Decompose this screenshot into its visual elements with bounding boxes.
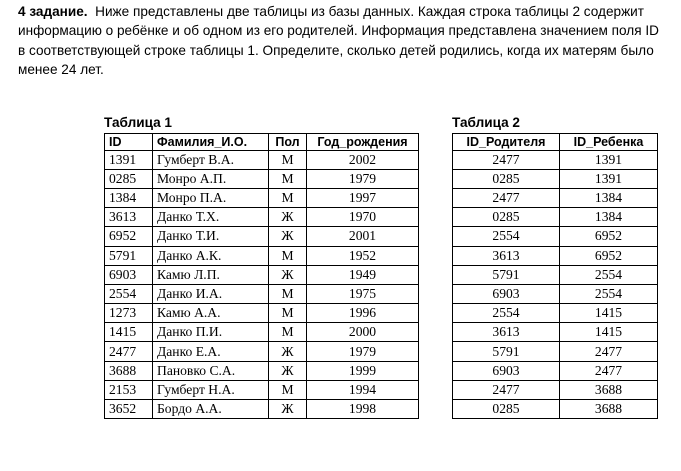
table-cell: 1952 — [307, 246, 419, 265]
table-row — [105, 265, 419, 284]
table-cell: 1391 — [105, 150, 153, 169]
table-row — [453, 284, 658, 303]
table1-header-cell: ID — [105, 134, 153, 151]
table-cell: М — [269, 246, 307, 265]
table-cell: Ж — [269, 227, 307, 246]
table-cell: 2477 — [105, 342, 153, 361]
task-body: Ниже представлены две таблицы из базы данных. Каждая строка таблицы 2 содержит информацию о ребёнке и об одном из его родителей. Информация представлена значением поля ID в соответствующей строке таблицы 1. Определите, сколько детей родились, когда их матерям было менее 24 лет. — [18, 4, 659, 78]
table-row — [105, 361, 419, 380]
table-row — [453, 361, 658, 380]
table-cell: 3613 — [105, 208, 153, 227]
table-row — [105, 342, 419, 361]
table-row — [105, 284, 419, 303]
table-cell: М — [269, 380, 307, 399]
table-row — [453, 342, 658, 361]
table-cell: Ж — [269, 265, 307, 284]
table-row — [453, 323, 658, 342]
table-row — [453, 150, 658, 169]
table-cell: 1415 — [105, 323, 153, 342]
table-cell: 1273 — [105, 304, 153, 323]
table-row — [453, 380, 658, 399]
table-cell: 1391 — [560, 150, 658, 169]
table-cell: М — [269, 150, 307, 169]
table-row — [105, 380, 419, 399]
table-row — [453, 208, 658, 227]
table-cell: 6903 — [105, 265, 153, 284]
table-cell: М — [269, 284, 307, 303]
table1-header-row — [105, 134, 419, 151]
table-cell: 3688 — [560, 400, 658, 419]
table-row — [453, 265, 658, 284]
table-cell: 6952 — [560, 246, 658, 265]
table-cell: 2153 — [105, 380, 153, 399]
table-cell: Ж — [269, 342, 307, 361]
table-cell: 2002 — [307, 150, 419, 169]
table-cell: 2554 — [453, 227, 560, 246]
table1 — [104, 133, 419, 419]
table-cell: 3613 — [453, 246, 560, 265]
table-cell: 1384 — [560, 208, 658, 227]
table-cell: 5791 — [453, 265, 560, 284]
table-cell: 5791 — [105, 246, 153, 265]
table-cell: Ж — [269, 361, 307, 380]
table-cell: 1970 — [307, 208, 419, 227]
table-cell: 2477 — [453, 188, 560, 207]
table-cell: Гумберт Н.А. — [153, 380, 269, 399]
table-cell: Данко Е.А. — [153, 342, 269, 361]
table-row — [105, 169, 419, 188]
table-cell: 1979 — [307, 169, 419, 188]
table-cell: Ж — [269, 208, 307, 227]
table-cell: Пановко С.А. — [153, 361, 269, 380]
table-cell: 2477 — [453, 150, 560, 169]
table-cell: Данко А.К. — [153, 246, 269, 265]
table-cell: 2554 — [453, 304, 560, 323]
table-row — [453, 227, 658, 246]
table-cell: Гумберт В.А. — [153, 150, 269, 169]
table-cell: 1415 — [560, 304, 658, 323]
table-cell: 1384 — [560, 188, 658, 207]
table-row — [105, 208, 419, 227]
table-row — [105, 304, 419, 323]
table-cell: 1999 — [307, 361, 419, 380]
table-cell: 6903 — [453, 284, 560, 303]
table-cell: 6952 — [560, 227, 658, 246]
table-row — [105, 246, 419, 265]
table-cell: 0285 — [453, 208, 560, 227]
table-cell: 2477 — [560, 361, 658, 380]
table-cell: 1998 — [307, 400, 419, 419]
table-cell: Данко И.А. — [153, 284, 269, 303]
table-cell: 2554 — [105, 284, 153, 303]
table-cell: Камю А.А. — [153, 304, 269, 323]
table-cell: Данко Т.И. — [153, 227, 269, 246]
table2-header-cell: ID_Ребенка — [560, 134, 658, 151]
table-cell: 2477 — [453, 380, 560, 399]
table-cell: Камю Л.П. — [153, 265, 269, 284]
table-cell: М — [269, 188, 307, 207]
table-cell: 1415 — [560, 323, 658, 342]
table-cell: 1975 — [307, 284, 419, 303]
table-cell: 1384 — [105, 188, 153, 207]
table-row — [105, 400, 419, 419]
table-cell: 6952 — [105, 227, 153, 246]
task-text — [18, 2, 668, 80]
table2-caption: Таблица 2 — [452, 115, 520, 130]
table-cell: 3613 — [453, 323, 560, 342]
table-cell: 3652 — [105, 400, 153, 419]
table-cell: 2001 — [307, 227, 419, 246]
table1-body — [105, 150, 419, 419]
table-cell: М — [269, 169, 307, 188]
table-row — [453, 246, 658, 265]
table-cell: 0285 — [453, 400, 560, 419]
table-cell: 6903 — [453, 361, 560, 380]
table2-header-cell: ID_Родителя — [453, 134, 560, 151]
table-cell: 1996 — [307, 304, 419, 323]
table-row — [453, 169, 658, 188]
table-cell: Ж — [269, 400, 307, 419]
table-cell: Данко Т.Х. — [153, 208, 269, 227]
table-cell: Монро П.А. — [153, 188, 269, 207]
table-row — [453, 400, 658, 419]
table-cell: 3688 — [560, 380, 658, 399]
table-cell: 1949 — [307, 265, 419, 284]
table-row — [105, 188, 419, 207]
table1-header-cell: Фамилия_И.О. — [153, 134, 269, 151]
table-cell: 2554 — [560, 265, 658, 284]
table-row — [105, 150, 419, 169]
task-label: 4 задание. — [18, 4, 88, 19]
table-cell: 5791 — [453, 342, 560, 361]
table1-header-cell: Год_рождения — [307, 134, 419, 151]
table-cell: М — [269, 323, 307, 342]
table-cell: 0285 — [453, 169, 560, 188]
table1-caption: Таблица 1 — [104, 115, 172, 130]
table2-header-row — [453, 134, 658, 151]
table-cell: 1997 — [307, 188, 419, 207]
table-cell: 1994 — [307, 380, 419, 399]
table-cell: 1979 — [307, 342, 419, 361]
table-cell: 2554 — [560, 284, 658, 303]
table-row — [453, 188, 658, 207]
table-row — [453, 304, 658, 323]
table1-header-cell: Пол — [269, 134, 307, 151]
table-cell: М — [269, 304, 307, 323]
table-cell: Монро А.П. — [153, 169, 269, 188]
table-cell: 2477 — [560, 342, 658, 361]
table2-body — [453, 150, 658, 419]
table-cell: 3688 — [105, 361, 153, 380]
table-cell: Бордо А.А. — [153, 400, 269, 419]
table-cell: 2000 — [307, 323, 419, 342]
table-cell: 0285 — [105, 169, 153, 188]
table-cell: 1391 — [560, 169, 658, 188]
table-row — [105, 323, 419, 342]
table-cell: Данко П.И. — [153, 323, 269, 342]
table-row — [105, 227, 419, 246]
table2 — [452, 133, 658, 419]
